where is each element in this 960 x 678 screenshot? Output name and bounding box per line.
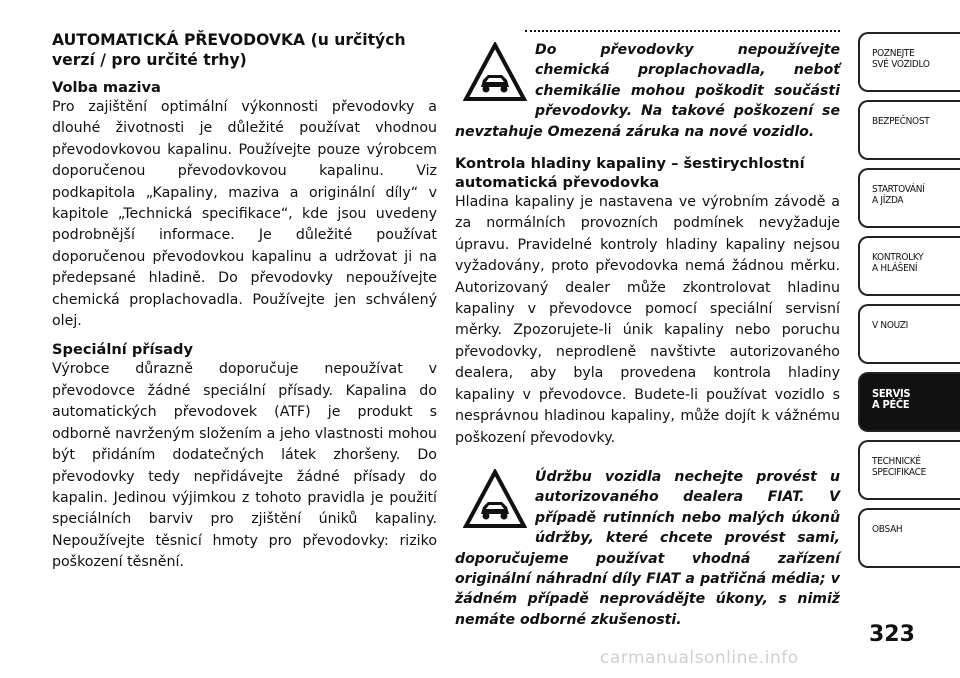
tab-technicke[interactable] (858, 440, 960, 500)
warning-box-2 (455, 467, 840, 630)
tab-label-line2: SVÉ VOZIDLO (872, 59, 930, 70)
warning-text-2: Údržbu vozidla nechejte provést u autorizovaného dealera FIAT. V případě rutinních nebo malých úkonů údržby, které chcete provést sami, doporučujeme používat vhodná zařízení originální náhradní díly FIAT a patřičná média; v žádném případě neprovádějte úkony, s nimiž nemáte odborné zkušenosti. (455, 468, 840, 628)
warning-triangle-car-icon (463, 469, 527, 529)
tab-obsah[interactable] (858, 508, 960, 568)
tab-poznejte[interactable] (858, 32, 960, 92)
tab-label-line1: TECHNICKÉ (872, 456, 921, 467)
tab-kontrolky[interactable] (858, 236, 960, 296)
warning-triangle-car-icon (463, 42, 527, 102)
tab-label-line1: BEZPEČNOST (872, 116, 930, 127)
tab-servis-active[interactable] (858, 372, 960, 432)
section-title-sub: (u určitých verzí / pro určité trhy) (52, 31, 406, 69)
warning-box-1 (455, 40, 840, 142)
section-title-main: AUTOMATICKÁ PŘEVODOVKA (52, 31, 306, 49)
paragraph-lubricant: Pro zajištění optimální výkonnosti převodovky a dlouhé životnosti je důležité používat vhodnou převodovkovou kapalinu. Používejte pouze výrobcem doporučenou převodovkovou kapalinu. Viz podkapitola „Kapaliny, maziva a originální díly“ v kapitole „Technická specifikace“, kde jsou uvedeny podrobnější informace. Je důležité používat doporučenou převodovkou kapalinu a udržovat ji na předepsané hladině. Do převodovky nepoužívejte chemická proplachovadla. Používejte jen schválený olej. (52, 99, 437, 330)
paragraph-additives: Výrobce důrazně doporučuje nepoužívat v převodovce žádné speciální přísady. Kapalina do automatických převodovek (ATF) je produkt s odborně navrženým složením a jeho vlastnosti mohou být přidáním dodatečných látek zhoršeny. Do převodovky tedy nepřidávejte žádné přísady do kapalin. Jedinou výjimkou z tohoto pravidla je použití speciálních barviv pro zjištění úniků kapaliny. Nepoužívejte těsnicí hmoty pro převodovky: riziko poškození těsnění. (52, 361, 437, 571)
tab-bezpecnost[interactable] (858, 100, 960, 160)
tab-label-line1: POZNEJTE (872, 48, 915, 59)
warning-text-1: Do převodovky nepoužívejte chemická proplachovadla, neboť chemikálie mohou poškodit součásti převodovky. Na takové poškození se nevztahuje Omezená záruka na nové vozidlo. (455, 42, 840, 140)
tab-label-line2: A JÍZDA (872, 195, 904, 206)
watermark: carmanualsonline.info (600, 648, 799, 668)
subheading-fluid-level: Kontrola hladiny kapaliny – šestirychlostní automatická převodovka (455, 155, 805, 192)
tab-label-line2: A HLÁŠENÍ (872, 263, 918, 274)
paragraph-fluid-level: Hladina kapaliny je nastavena ve výrobním závodě a za normálních provozních podmínek nevyžaduje úpravu. Pravidelné kontroly hladiny kapaliny nejsou vyžadovány, proto převodovka nemá žádnou měrku. Autorizovaný dealer může zkontrolovat hladinu kapaliny v převodovce pomocí speciální servisní měrky. Zpozorujete-li únik kapaliny nebo poruchu převodovky, neprodleně navštivte autorizovaného dealera, aby byla provedena kontrola hladiny kapaliny v převodovce. Budete-li používat vozidlo s nesprávnou hladinou kapaliny, může dojít k vážnému poškození převodovky. (455, 194, 840, 446)
tab-startovani[interactable] (858, 168, 960, 228)
warning-divider (525, 30, 840, 36)
tab-label-line1: V NOUZI (872, 320, 908, 331)
tab-label-line1: STARTOVÁNÍ (872, 184, 925, 195)
tab-v-nouzi[interactable] (858, 304, 960, 364)
tab-label-line1: SERVIS (872, 387, 911, 400)
left-column (52, 30, 437, 574)
tab-label-line1: KONTROLKY (872, 252, 924, 263)
right-column (455, 30, 840, 630)
section-title (52, 30, 437, 70)
tab-label-line2: A PÉČE (872, 398, 910, 411)
subheading-lubricant: Volba maziva (52, 79, 161, 96)
page-number: 323 (869, 622, 915, 647)
subheading-additives: Speciální přísady (52, 341, 193, 359)
chapter-tabs (858, 32, 960, 576)
tab-label-line1: OBSAH (872, 524, 903, 535)
tab-label-line2: SPECIFIKACE (872, 467, 926, 478)
